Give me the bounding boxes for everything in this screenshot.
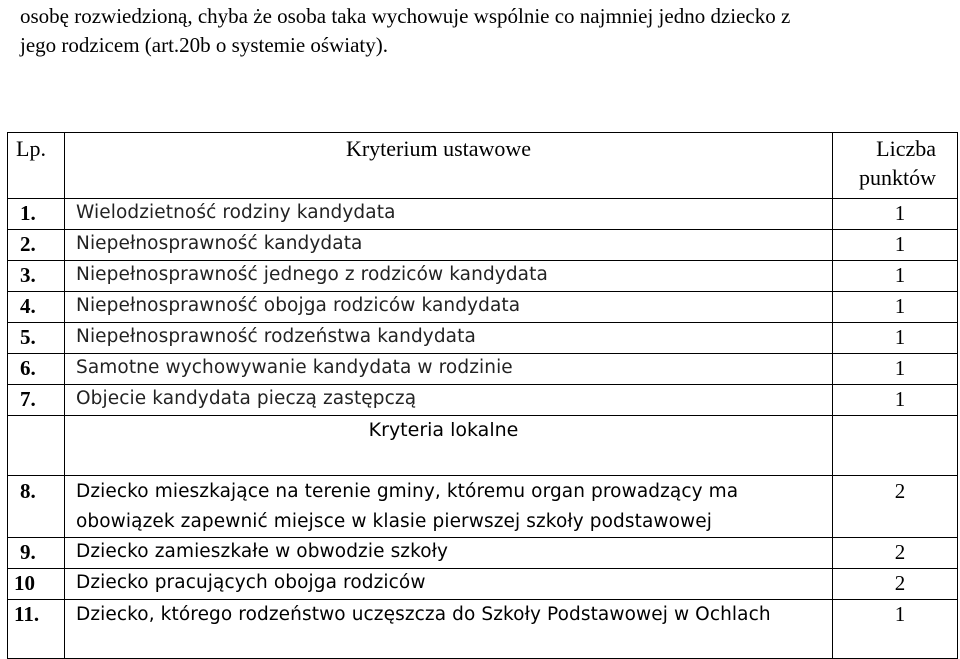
row-number: 5. bbox=[8, 323, 65, 354]
table-row bbox=[8, 538, 958, 569]
table-row bbox=[8, 261, 958, 292]
local-lp-empty bbox=[8, 416, 65, 476]
row-number: 10 bbox=[8, 569, 65, 600]
intro-paragraph bbox=[20, 2, 940, 60]
row-number: 4. bbox=[8, 292, 65, 323]
table-header-row bbox=[8, 133, 958, 199]
table-row bbox=[8, 569, 958, 600]
row-points: 1 bbox=[833, 354, 958, 385]
row-points: 1 bbox=[833, 323, 958, 354]
table-row bbox=[8, 600, 958, 659]
row-points: 1 bbox=[833, 292, 958, 323]
table-row bbox=[8, 199, 958, 230]
header-points: Liczba punktów bbox=[833, 133, 958, 199]
intro-line-1: osobę rozwiedzioną, chyba że osoba taka wychowuje wspólnie co najmniej jedno dziecko z bbox=[20, 4, 791, 28]
row-points: 2 bbox=[833, 569, 958, 600]
row-criterion: Dziecko pracujących obojga rodziców bbox=[65, 569, 833, 600]
table-row bbox=[8, 476, 958, 538]
row-points: 1 bbox=[833, 199, 958, 230]
row-criterion: Dziecko zamieszkałe w obwodzie szkoły bbox=[65, 538, 833, 569]
row-number: 9. bbox=[8, 538, 65, 569]
local-points-empty bbox=[833, 416, 958, 476]
table-row bbox=[8, 385, 958, 416]
table-row bbox=[8, 230, 958, 261]
header-criterion: Kryterium ustawowe bbox=[65, 133, 833, 199]
header-lp: Lp. bbox=[8, 133, 65, 199]
row-points: 1 bbox=[833, 385, 958, 416]
row-points: 1 bbox=[833, 261, 958, 292]
row-criterion: Wielodzietność rodziny kandydata bbox=[65, 199, 833, 230]
row-criterion: Niepełnosprawność kandydata bbox=[65, 230, 833, 261]
row-points: 2 bbox=[833, 476, 958, 538]
row-criterion: Niepełnosprawność rodzeństwa kandydata bbox=[65, 323, 833, 354]
table-row bbox=[8, 292, 958, 323]
row-points: 2 bbox=[833, 538, 958, 569]
row-criterion: Samotne wychowywanie kandydata w rodzinie bbox=[65, 354, 833, 385]
row-points: 1 bbox=[833, 600, 958, 659]
row-number: 3. bbox=[8, 261, 65, 292]
row-number: 8. bbox=[8, 476, 65, 538]
row-criterion: Niepełnosprawność obojga rodziców kandydata bbox=[65, 292, 833, 323]
row-criterion: Dziecko mieszkające na terenie gminy, któremu organ prowadzący ma obowiązek zapewnić miejsce w klasie pierwszej szkoły podstawowej bbox=[65, 476, 833, 538]
row-criterion: Dziecko, którego rodzeństwo uczęszcza do Szkoły Podstawowej w Ochlach bbox=[65, 600, 833, 659]
row-number: 6. bbox=[8, 354, 65, 385]
intro-line-2: jego rodzicem (art.20b o systemie oświaty). bbox=[20, 33, 388, 57]
table-row bbox=[8, 354, 958, 385]
row-number: 2. bbox=[8, 230, 65, 261]
row-number: 1. bbox=[8, 199, 65, 230]
criteria-table bbox=[7, 132, 958, 659]
row-criterion: Niepełnosprawność jednego z rodziców kandydata bbox=[65, 261, 833, 292]
row-points: 1 bbox=[833, 230, 958, 261]
row-number: 7. bbox=[8, 385, 65, 416]
local-criteria-row bbox=[8, 416, 958, 476]
row-number: 11. bbox=[8, 600, 65, 659]
table-row bbox=[8, 323, 958, 354]
local-criteria-label: Kryteria lokalne bbox=[65, 416, 833, 476]
row-criterion: Objecie kandydata pieczą zastępczą bbox=[65, 385, 833, 416]
